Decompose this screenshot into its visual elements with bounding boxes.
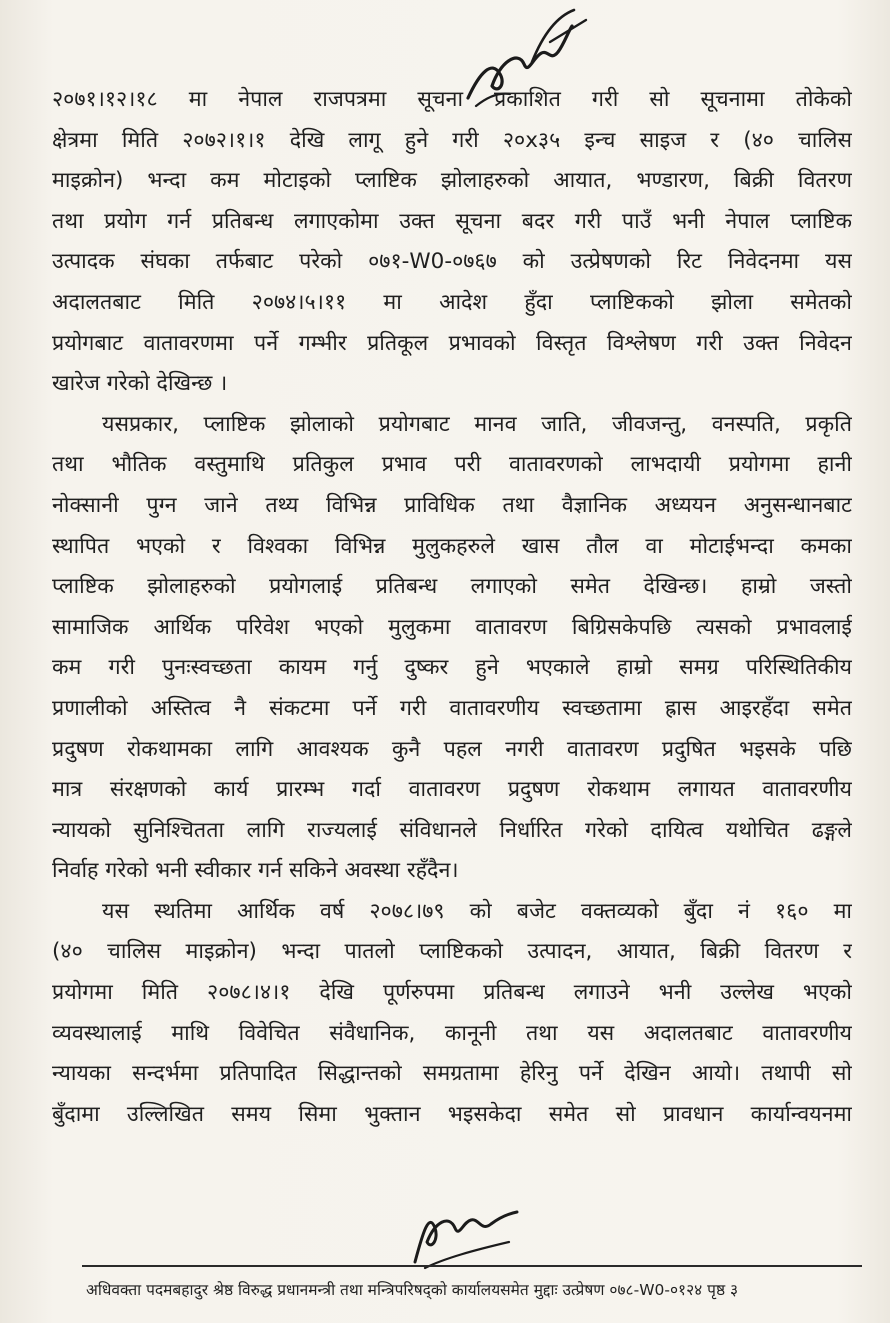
text-line: न्यायको सुनिश्चितता लागि राज्यलाई संविधानले निर्धारित गरेको दायित्व यथोचित ढङ्गले xyxy=(52,817,852,843)
signature-bottom xyxy=(405,1192,525,1272)
text-line: नोक्सानी पुग्न जाने तथ्य विभिन्न प्राविधिक तथा वैज्ञानिक अध्ययन अनुसन्धानबाट xyxy=(52,492,852,518)
text-line: माइक्रोन) भन्दा कम मोटाइको प्लाष्टिक झोलाहरुको आयात, भण्डारण, बिक्री वितरण xyxy=(52,168,852,194)
text-line: प्रणालीको अस्तित्व नै संकटमा पर्ने गरी वातावरणीय स्वच्छतामा ह्रास आइरहँदा समेत xyxy=(52,695,852,721)
text-line: क्षेत्रमा मिति २०७२।१।१ देखि लागू हुने गरी २०x३५ इन्च साइज र (४० चालिस xyxy=(52,127,852,153)
text-line: अदालतबाट मिति २०७४।५।११ मा आदेश हुँदा प्लाष्टिकको झोला समेतको xyxy=(52,289,852,315)
text-line: कम गरी पुनःस्वच्छता कायम गर्नु दुष्कर हुने भएकाले हाम्रो समग्र परिस्थितिकीय xyxy=(52,655,852,681)
text-line: सामाजिक आर्थिक परिवेश भएको मुलुकमा वातावरण बिग्रिसकेपछि त्यसको प्रभावलाई xyxy=(52,614,852,640)
paragraph-start-line: यस स्थतिमा आर्थिक वर्ष २०७८।७९ को बजेट वक्तव्यको बुँदा नं १६० मा xyxy=(102,898,852,924)
text-line: बुँदामा उल्लिखित समय सिमा भुक्तान भइसकेदा समेत सो प्रावधान कार्यान्वयनमा xyxy=(52,1101,852,1127)
text-line: व्यवस्थालाई माथि विवेचित संवैधानिक, कानूनी तथा यस अदालतबाट वातावरणीय xyxy=(52,1020,852,1046)
text-line: तथा प्रयोग गर्न प्रतिबन्ध लगाएकोमा उक्त सूचना बदर गरी पाउँ भनी नेपाल प्लाष्टिक xyxy=(52,208,852,234)
page-footer: अधिवक्ता पदमबहादुर श्रेष्ठ विरुद्ध प्रधानमन्त्री तथा मन्त्रिपरिषद्को कार्यालयसमेत मुद्दाः उत्प्रेषण ०७८-W0-०१२४ पृष्ठ ३ xyxy=(86,1281,739,1299)
footer-divider xyxy=(82,1265,862,1267)
body-text xyxy=(52,80,852,1135)
text-line: २०७१।१२।१८ मा नेपाल राजपत्रमा सूचना प्रकाशित गरी सो सूचनामा तोकेको xyxy=(52,87,852,112)
text-line: तथा भौतिक वस्तुमाथि प्रतिकुल प्रभाव परी वातावरणको लाभदायी प्रयोगमा हानी xyxy=(52,452,852,478)
text-line: प्रयोगमा मिति २०७८।४।१ देखि पूर्णरुपमा प्रतिबन्ध लगाउने भनी उल्लेख भएको xyxy=(52,980,852,1006)
text-line: स्थापित भएको र विश्वका विभिन्न मुलुकहरुले खास तौल वा मोटाईभन्दा कमका xyxy=(52,533,852,559)
text-line: खारेज गरेको देखिन्छ । xyxy=(52,371,228,397)
text-line: प्रयोगबाट वातावरणमा पर्ने गम्भीर प्रतिकूल प्रभावको विस्तृत विश्लेषण गरी उक्त निवेदन xyxy=(52,330,852,356)
text-line: (४० चालिस माइक्रोन) भन्दा पातलो प्लाष्टिकको उत्पादन, आयात, बिक्री वितरण र xyxy=(52,939,852,965)
text-line: प्रदुषण रोकथामका लागि आवश्यक कुनै पहल नगरी वातावरण प्रदुषित भइसके पछि xyxy=(52,736,852,762)
paragraph-start-line: यसप्रकार, प्लाष्टिक झोलाको प्रयोगबाट मानव जाति, जीवजन्तु, वनस्पति, प्रकृति xyxy=(102,411,852,437)
text-line: निर्वाह गरेको भनी स्वीकार गर्न सकिने अवस्था रहँदैन। xyxy=(52,858,459,884)
text-line: उत्पादक संघका तर्फबाट परेको ०७१-W0-०७६७ को उत्प्रेषणको रिट निवेदनमा यस xyxy=(52,249,852,275)
text-line: मात्र संरक्षणको कार्य प्रारम्भ गर्दा वातावरण प्रदुषण रोकथाम लगायत वातावरणीय xyxy=(52,777,852,803)
text-line: न्यायका सन्दर्भमा प्रतिपादित सिद्धान्तको समग्रतामा हेरिनु पर्ने देखिन आयो। तथापी सो xyxy=(52,1061,852,1087)
text-line: प्लाष्टिक झोलाहरुको प्रयोगलाई प्रतिबन्ध लगाएको समेत देखिन्छ। हाम्रो जस्तो xyxy=(52,574,852,600)
